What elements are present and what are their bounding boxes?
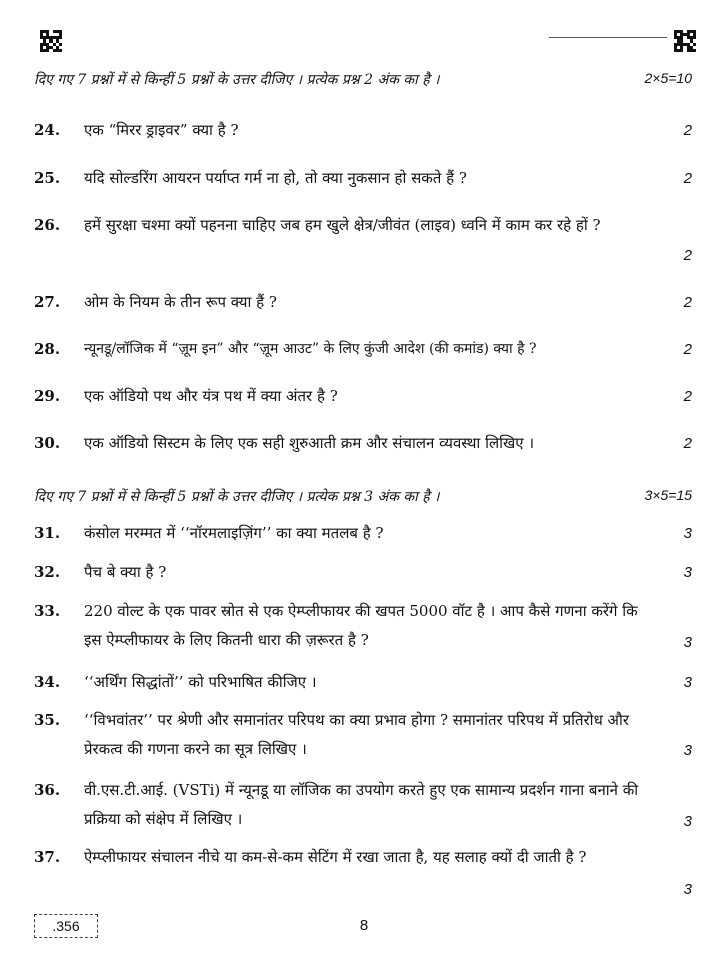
question-text: न्यूनडू/लॉजिक में “ज़ूम इन” और “ज़ूम आउट” के लिए कुंजी आदेश (की कमांड) क्या है ? — [84, 341, 537, 357]
question-text: ‘‘अर्थिंग सिद्धांतों’’ को परिभाषित कीजिए । — [84, 673, 317, 691]
section-instruction — [34, 70, 692, 89]
section-marks: 2×5=10 — [644, 70, 692, 86]
qr-code-icon — [674, 30, 696, 52]
question-text: ओम के नियम के तीन रूप क्या हैं ? — [84, 293, 277, 311]
question-mark: 3 — [683, 813, 692, 830]
question-text: वी.एस.टी.आई. (VSTi) में न्यूनडू या लॉजिक का उपयोग करते हुए एक सामान्य प्रदर्शन गाना बनाने की प्रक्रिया को संक्षेप में लिखिए । — [84, 781, 639, 828]
question-number: 25. — [34, 169, 61, 187]
paper-code: .356 — [34, 914, 98, 938]
question-text: पैच बे क्या है ? — [84, 563, 167, 581]
question-mark: 3 — [683, 564, 692, 581]
question-text: 220 वोल्ट के एक पावर स्रोत से एक ऐम्प्लीफायर की खपत 5000 वॉट है । आप कैसे गणना करेंगे कि इस ऐम्प्लीफायर के लिए कितनी धारा की ज़रूरत है ? — [84, 602, 638, 649]
question-item — [34, 558, 692, 588]
question-number: 30. — [34, 434, 61, 452]
question-item — [34, 776, 692, 836]
instruction-text: दिए गए 7 प्रश्नों में से किन्हीं 5 प्रश्नों के उत्तर दीजिए । प्रत्येक प्रश्न 3 अंक का है । — [34, 489, 440, 505]
question-item — [34, 382, 692, 412]
question-item — [34, 164, 692, 194]
question-text: एक ऑडियो पथ और यंत्र पथ में क्या अंतर है ? — [84, 387, 338, 405]
question-mark: 2 — [683, 294, 692, 311]
question-text: कंसोल मरम्मत में ‘‘नॉरमलाइज़िंग’’ का क्या मतलब है ? — [84, 524, 384, 542]
question-number: 37. — [34, 848, 61, 866]
question-mark: 3 — [683, 525, 692, 542]
question-mark: 2 — [683, 247, 692, 264]
question-text: ऐम्प्लीफायर संचालन नीचे या कम-से-कम सेटिंग में रखा जाता है, यह सलाह क्यों दी जाती है ? — [84, 848, 587, 866]
question-text: हमें सुरक्षा चश्मा क्यों पहनना चाहिए जब हम खुले क्षेत्र/जीवंत (लाइव) ध्वनि में काम कर रहे हों ? — [84, 216, 601, 234]
question-text: ‘‘विभवांतर’’ पर श्रेणी और समानांतर परिपथ का क्या प्रभाव होगा ? समानांतर परिपथ में प्रतिरोध और प्रेरकत्व की गणना करने का सूत्र लिखिए । — [84, 711, 630, 758]
question-number: 35. — [34, 711, 61, 729]
question-number: 29. — [34, 387, 61, 405]
question-item — [34, 668, 692, 698]
question-item — [34, 429, 692, 459]
question-mark: 3 — [683, 674, 692, 691]
page-number: 8 — [359, 917, 369, 934]
question-item — [34, 843, 692, 903]
question-item — [34, 706, 692, 766]
question-mark: 2 — [683, 122, 692, 139]
question-item — [34, 116, 692, 146]
question-item — [34, 288, 692, 318]
question-mark: 2 — [683, 170, 692, 187]
header-rule — [549, 37, 667, 38]
question-number: 24. — [34, 121, 61, 139]
question-number: 33. — [34, 602, 61, 620]
question-item — [34, 597, 692, 657]
question-number: 32. — [34, 563, 61, 581]
question-mark: 2 — [683, 388, 692, 405]
question-number: 28. — [34, 340, 61, 358]
question-item — [34, 335, 692, 365]
question-text: एक “मिरर ड्राइवर” क्या है ? — [84, 121, 239, 139]
section-instruction — [34, 487, 692, 506]
question-mark: 2 — [683, 341, 692, 358]
question-number: 31. — [34, 524, 61, 542]
question-number: 36. — [34, 781, 61, 799]
question-item — [34, 519, 692, 549]
question-item — [34, 211, 692, 271]
question-mark: 3 — [683, 634, 692, 651]
question-number: 27. — [34, 293, 61, 311]
qr-code-icon — [40, 30, 62, 52]
section-marks: 3×5=15 — [644, 487, 692, 503]
question-mark: 3 — [683, 881, 692, 898]
question-text: एक ऑडियो सिस्टम के लिए एक सही शुरुआती क्रम और संचालन व्यवस्था लिखिए । — [84, 434, 535, 452]
instruction-text: दिए गए 7 प्रश्नों में से किन्हीं 5 प्रश्नों के उत्तर दीजिए । प्रत्येक प्रश्न 2 अंक का है । — [34, 72, 440, 88]
question-number: 26. — [34, 216, 61, 234]
question-text: यदि सोल्डरिंग आयरन पर्याप्त गर्म ना हो, तो क्या नुकसान हो सकते हैं ? — [84, 169, 467, 187]
question-number: 34. — [34, 673, 61, 691]
question-mark: 3 — [683, 742, 692, 759]
question-mark: 2 — [683, 435, 692, 452]
